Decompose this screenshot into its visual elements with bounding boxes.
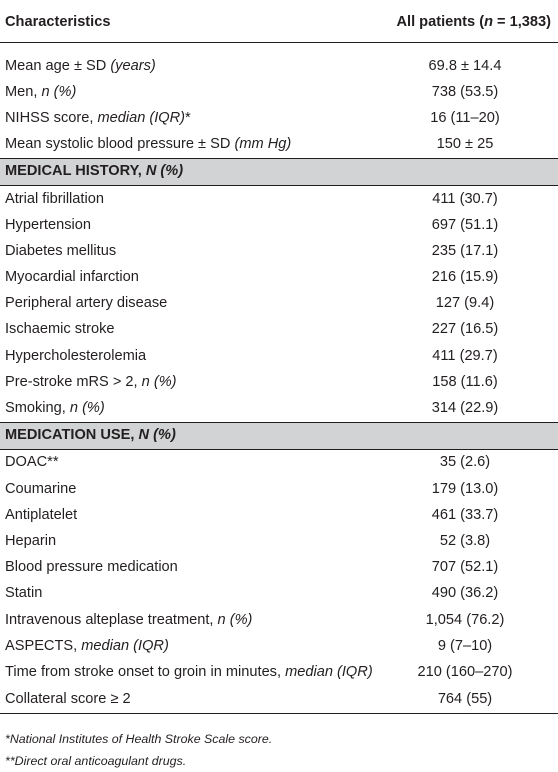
row-value: 179 (13.0) bbox=[431, 480, 499, 497]
table-row bbox=[0, 317, 558, 343]
row-label: Peripheral artery disease bbox=[5, 295, 168, 312]
table-row bbox=[0, 555, 558, 581]
row-label: ASPECTS, median (IQR) bbox=[5, 637, 169, 654]
row-label: Diabetes mellitus bbox=[5, 242, 117, 259]
section-heading: MEDICATION USE, N (%) bbox=[0, 422, 374, 449]
table-row bbox=[0, 633, 558, 659]
row-label: Mean systolic blood pressure ± SD (mm Hg) bbox=[5, 136, 292, 153]
row-value: 127 (9.4) bbox=[435, 295, 495, 312]
row-label: Smoking, n (%) bbox=[5, 400, 105, 417]
table-row bbox=[0, 476, 558, 502]
table-row bbox=[0, 659, 558, 685]
row-value: 227 (16.5) bbox=[431, 321, 499, 338]
table-row bbox=[0, 581, 558, 607]
row-label: Blood pressure medication bbox=[5, 559, 178, 576]
table-row bbox=[0, 238, 558, 264]
row-label: Myocardial infarction bbox=[5, 269, 139, 286]
row-label: Antiplatelet bbox=[5, 506, 78, 523]
row-label: Statin bbox=[5, 585, 43, 602]
section-heading: MEDICAL HISTORY, N (%) bbox=[0, 158, 374, 185]
footnote-nihss: *National Institutes of Health Stroke Scale score. bbox=[5, 732, 273, 746]
row-value: 707 (52.1) bbox=[431, 559, 499, 576]
table-row bbox=[0, 212, 558, 238]
table-row bbox=[0, 369, 558, 395]
row-label: Pre-stroke mRS > 2, n (%) bbox=[5, 373, 177, 390]
row-value: 69.8 ± 14.4 bbox=[428, 57, 502, 74]
row-value: 1,054 (76.2) bbox=[425, 611, 505, 628]
table-row bbox=[0, 265, 558, 291]
table-body bbox=[0, 43, 558, 714]
row-label: Ischaemic stroke bbox=[5, 321, 115, 338]
table-header bbox=[0, 2, 558, 43]
row-label: Hypertension bbox=[5, 216, 91, 233]
table-row bbox=[0, 686, 558, 714]
row-value: 150 ± 25 bbox=[436, 136, 494, 153]
row-value: 411 (29.7) bbox=[432, 347, 498, 364]
table-row bbox=[0, 607, 558, 633]
row-label: Mean age ± SD (years) bbox=[5, 57, 156, 74]
row-value: 210 (160–270) bbox=[417, 663, 513, 680]
row-value: 235 (17.1) bbox=[431, 242, 499, 259]
row-value: 764 (55) bbox=[374, 686, 558, 714]
row-label: Men, n (%) bbox=[5, 83, 77, 100]
row-value: 9 (7–10) bbox=[437, 637, 493, 654]
row-label: Time from stroke onset to groin in minutes, median (IQR) bbox=[5, 663, 373, 680]
table-row bbox=[0, 502, 558, 528]
table-row bbox=[0, 105, 558, 131]
row-label: Hypercholesterolemia bbox=[5, 347, 147, 364]
table-row bbox=[0, 132, 558, 159]
row-value: 461 (33.7) bbox=[431, 506, 499, 523]
row-label: Intravenous alteplase treatment, n (%) bbox=[5, 611, 253, 628]
row-label: Atrial fibrillation bbox=[5, 190, 104, 207]
row-value: 216 (15.9) bbox=[431, 269, 499, 286]
row-value: 35 (2.6) bbox=[439, 454, 491, 471]
footnote-doac: **Direct oral anticoagulant drugs. bbox=[5, 754, 187, 768]
table-row bbox=[0, 449, 558, 476]
row-label: Heparin bbox=[5, 532, 57, 549]
header-characteristics: Characteristics bbox=[5, 13, 111, 30]
table-row bbox=[0, 291, 558, 317]
row-value: 490 (36.2) bbox=[431, 585, 499, 602]
table-row bbox=[0, 53, 558, 79]
table-row bbox=[0, 528, 558, 554]
footnotes bbox=[5, 728, 272, 772]
section-heading-empty bbox=[374, 422, 558, 449]
row-value: 52 (3.8) bbox=[439, 532, 491, 549]
table-row bbox=[0, 185, 558, 212]
row-value: 697 (51.1) bbox=[431, 216, 499, 233]
baseline-characteristics-table bbox=[0, 2, 558, 714]
table-row bbox=[0, 395, 558, 422]
row-value: 738 (53.5) bbox=[431, 83, 499, 100]
row-label: Coumarine bbox=[5, 480, 77, 497]
section-medical-history bbox=[0, 158, 558, 185]
row-label: Collateral score ≥ 2 bbox=[0, 686, 374, 714]
row-label: DOAC** bbox=[5, 454, 59, 471]
row-value: 158 (11.6) bbox=[432, 373, 498, 390]
row-value: 411 (30.7) bbox=[432, 190, 498, 207]
table-row bbox=[0, 343, 558, 369]
section-heading-empty bbox=[374, 158, 558, 185]
row-label: NIHSS score, median (IQR)* bbox=[5, 109, 191, 126]
section-medication-use bbox=[0, 422, 558, 449]
table-row bbox=[0, 79, 558, 105]
header-all-patients: All patients (n = 1,383) bbox=[396, 13, 551, 30]
row-value: 16 (11–20) bbox=[430, 109, 500, 126]
row-value: 314 (22.9) bbox=[431, 400, 499, 417]
